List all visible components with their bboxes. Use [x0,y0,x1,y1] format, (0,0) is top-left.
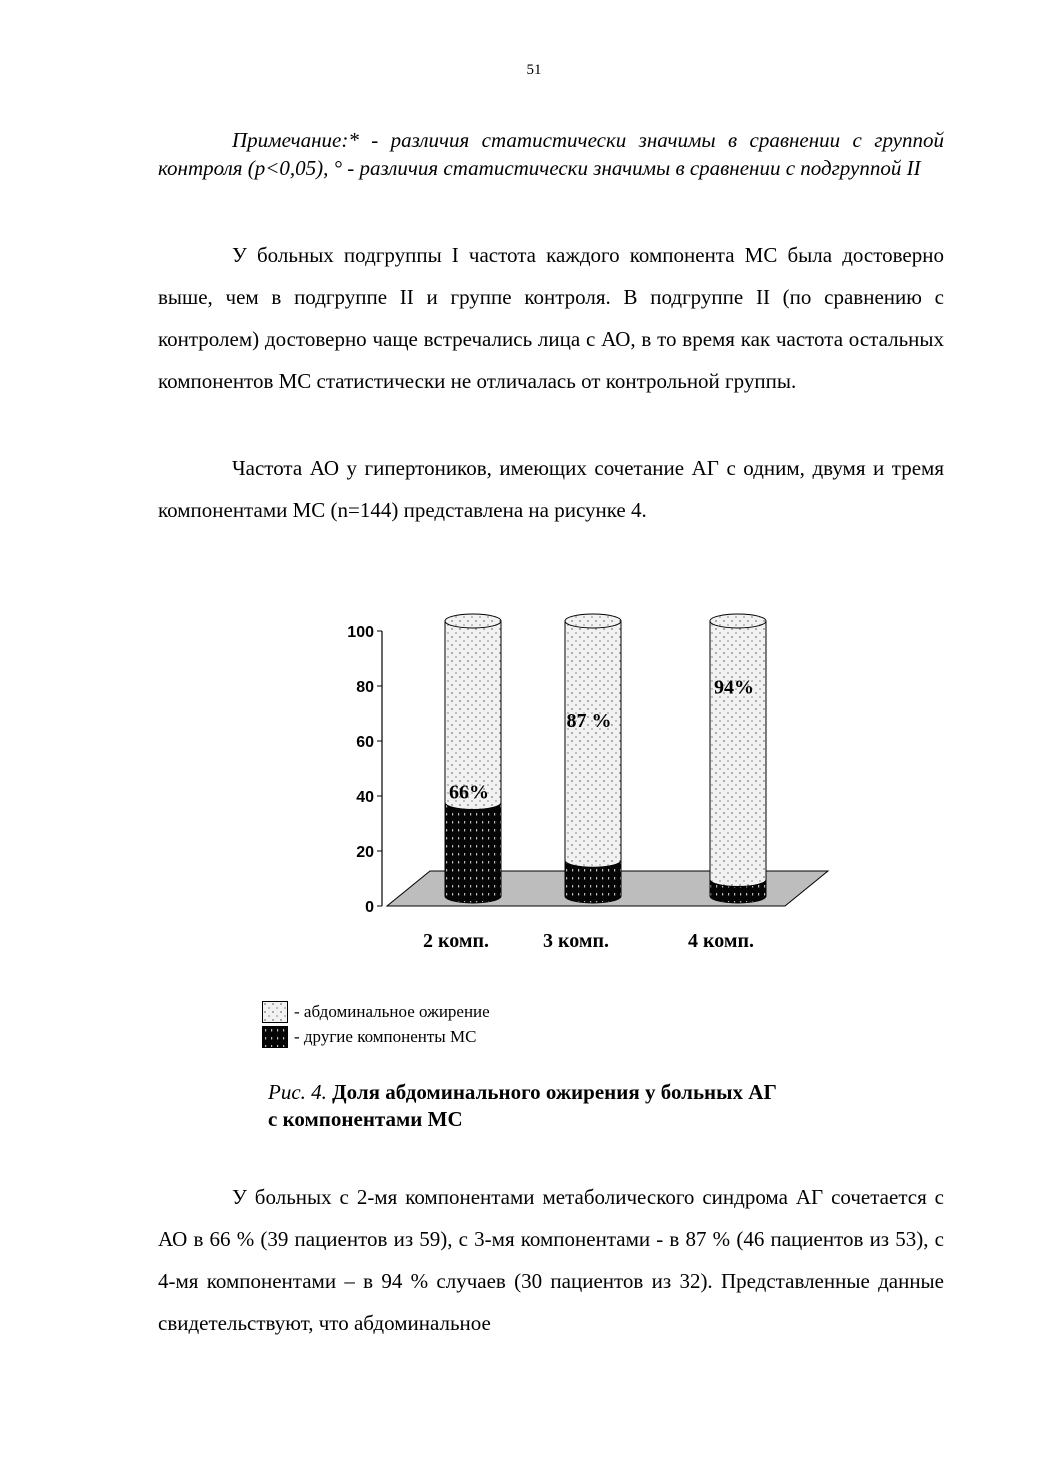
legend-item-other [262,1024,490,1049]
caption-prefix: Рис. 4. [268,1080,327,1104]
data-label: 66% [449,781,489,804]
bar-abdominal-obesity [565,621,621,867]
bar-top-cap [565,614,621,628]
table-note [158,126,944,182]
y-tick-label: 0 [365,899,374,916]
category-label: 4 комп. [687,930,755,952]
figure-caption [268,1079,777,1133]
y-tick-label: 20 [356,844,374,861]
caption-title: Доля абдоминального ожирения у больных АГ [332,1080,777,1104]
bar-chart [330,595,850,965]
bar-cylinder [710,614,766,903]
category-label: 2 комп. [422,930,490,952]
bar-top-cap [710,614,766,628]
y-tick-label: 100 [347,624,374,641]
data-label: 87 % [566,709,612,732]
legend-item-abdominal [262,999,490,1024]
bar-top-cap [445,614,501,628]
bar-other-components [445,803,501,904]
bar-cylinder [565,614,621,903]
paragraph-1: У больных подгруппы I частота каждого компонента МС была достоверно выше, чем в подгруппе II и группе контроля. В подгруппе II (по сравнению с контролем) достоверно чаще встречались лица с АО, в то время как частота остальных компонентов МС статистически не отличалась от контрольной группы. [158,243,944,393]
note-text: * - различия статистически значимы в сравнении с группой контроля (р<0,05), ° - различия статистически значимы в сравнении с подгруппой II [158,128,944,180]
legend-swatch-light [262,1001,288,1023]
y-tick-label: 40 [356,789,374,806]
page-number: 51 [526,62,542,78]
data-label: 94% [714,676,754,699]
category-label: 3 комп. [542,930,610,952]
bar-cylinder [445,614,501,903]
y-tick-label: 80 [356,679,374,696]
chart-legend [262,999,490,1049]
paragraph-2: Частота АО у гипертоников, имеющих сочетание АГ с одним, двумя и тремя компонентами МС (n=144) представлена на рисунке 4. [158,456,944,522]
legend-swatch-dark [262,1026,288,1048]
note-label: Примечание: [232,128,349,152]
legend-label-other: - другие компоненты МС [294,1026,477,1046]
legend-label-abdominal: - абдоминальное ожирение [294,1001,490,1021]
bar-abdominal-obesity [710,621,766,887]
paragraph-3: У больных с 2-мя компонентами метаболического синдрома АГ сочетается с АО в 66 % (39 пациентов из 59), с 3-мя компонентами - в 87 % (46 пациентов из 53), с 4-мя компонентами – в 94 % случаев (30 пациентов из 32). Представленные данные свидетельствуют, что абдоминальное [158,1185,944,1335]
y-tick-label: 60 [356,734,374,751]
caption-line2: с компонентами МС [268,1107,463,1131]
